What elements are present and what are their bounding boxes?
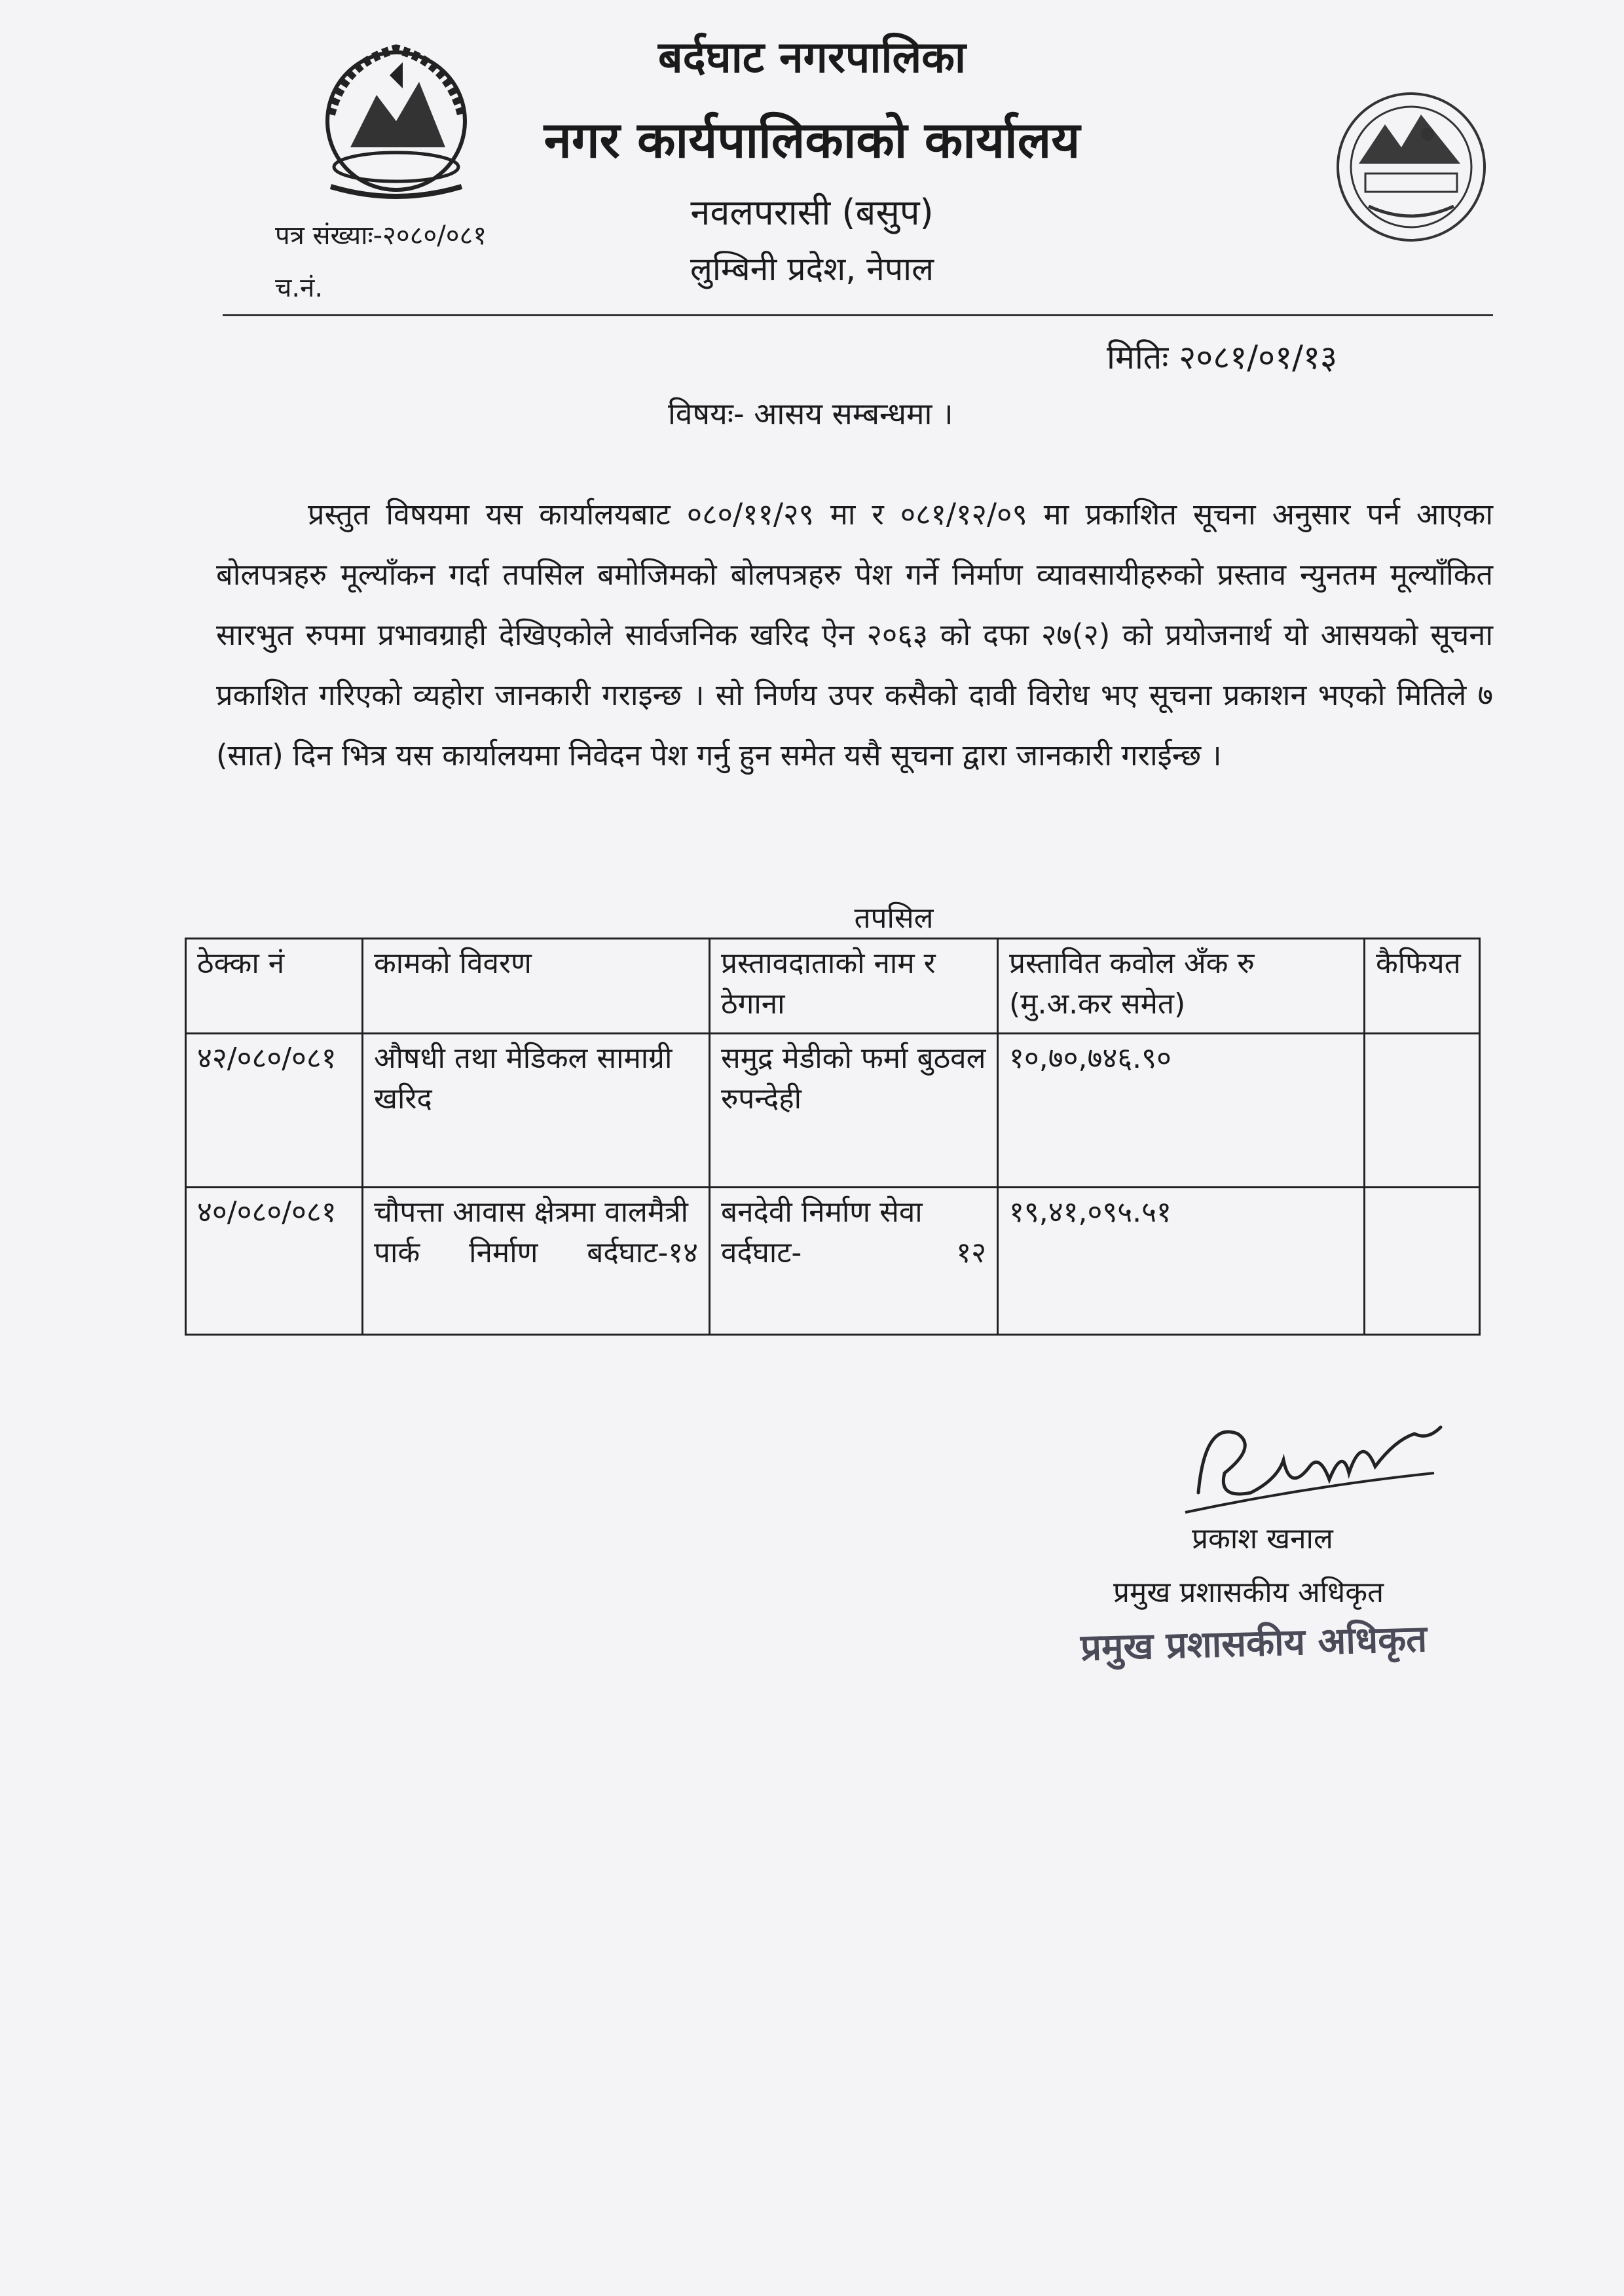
letter-body: प्रस्तुत विषयमा यस कार्यालयबाट ०८०/११/२९ मा र ०८१/१२/०९ मा प्रकाशित सूचना अनुसार पर्न आएका बोलपत्रहरु मूल्याँकन गर्दा तपसिल बमोजिमको बोलपत्रहरु पेश गर्ने निर्माण व्यावसायीहरुको प्रस्ताव न्युनतम मूल्याँकित सारभुत रुपमा प्रभावग्राही देखिएकोले सार्वजनिक खरिद ऐन २०६३ को दफा २७(२) को प्रयोजनार्थ यो आसयको सूचना प्रकाशित गरिएको व्यहोरा जानकारी गराइन्छ । सो निर्णय उपर कसैको दावी विरोध भए सूचना प्रकाशन भएको मितिले ७ (सात) दिन भित्र यस कार्यालयमा निवेदन पेश गर्नु हुन समेत यसै सूचना द्वारा जानकारी गराईन्छ । (216, 497, 1493, 773)
province-country: लुम्बिनी प्रदेश, नेपाल (690, 250, 934, 288)
bid-amount: १९,४१,०९५.५१ (998, 1188, 1365, 1335)
header-contract-no: ठेक्का नं (186, 939, 363, 1034)
header-bid-amount: प्रस्तावित कवोल अँक रु (मु.अ.कर समेत) (998, 939, 1365, 1034)
header-divider (223, 314, 1493, 316)
letter-subject: विषयः- आसय सम्बन्धमा । (668, 396, 953, 431)
district-name: नवलपरासी (बसुप) (690, 192, 934, 233)
letter-number: पत्र संख्याः-२०८०/०८१ (275, 221, 487, 251)
table-row (186, 1188, 1480, 1335)
dispatch-number: च.नं. (275, 273, 323, 303)
work-description: औषधी तथा मेडिकल सामाग्री खरिद (363, 1034, 710, 1188)
title-stamp: प्रमुख प्रशासकीय अधिकृत (1080, 1618, 1428, 1669)
header-bidder: प्रस्तावदाताको नाम र ठेगाना (710, 939, 998, 1034)
bidder: बनदेवी निर्माण सेवा वर्दघाट- १२ (710, 1188, 998, 1335)
bid-table (185, 938, 1481, 1336)
bid-amount: १०,७०,७४६.९० (998, 1034, 1365, 1188)
signer-title: प्रमुख प्रशासकीय अधिकृत (1113, 1576, 1384, 1609)
table-row (186, 1034, 1480, 1188)
contract-no: ४०/०८०/०८१ (186, 1188, 363, 1335)
signature-mark (1179, 1394, 1454, 1525)
table-header-row (186, 939, 1480, 1034)
table-caption: तपसिल (854, 902, 934, 935)
bidder: समुद्र मेडीको फर्मा बुठवल रुपन्देही (710, 1034, 998, 1188)
signer-name: प्रकाश खनाल (1192, 1522, 1333, 1556)
remarks (1365, 1188, 1480, 1335)
office-name: नगर कार्यपालिकाको कार्यालय (544, 111, 1080, 169)
header-remarks: कैफियत (1365, 939, 1480, 1034)
contract-no: ४२/०८०/०८१ (186, 1034, 363, 1188)
header-work-description: कामको विवरण (363, 939, 710, 1034)
municipality-name: बर्दघाट नगरपालिका (657, 32, 967, 82)
remarks (1365, 1034, 1480, 1188)
letter-date: मितिः २०८१/०१/१३ (1107, 338, 1337, 376)
municipality-logo-icon (1329, 85, 1493, 249)
work-description: चौपत्ता आवास क्षेत्रमा वालमैत्री पार्क निर्माण बर्दघाट-१४ (363, 1188, 710, 1335)
